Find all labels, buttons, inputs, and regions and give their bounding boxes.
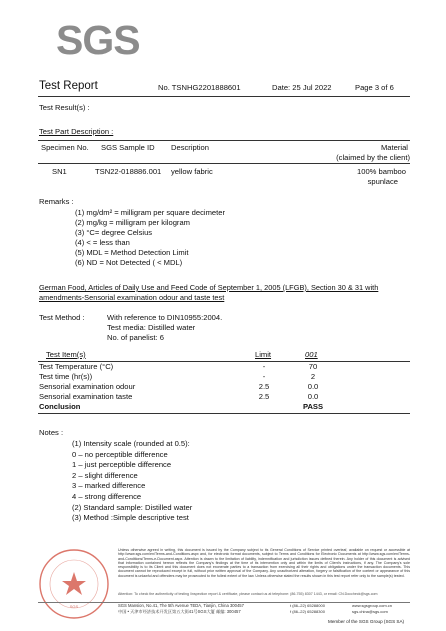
conclusion-label: Conclusion bbox=[39, 402, 81, 411]
remark-item: (2) mg/kg = milligram per kilogram bbox=[75, 218, 190, 227]
remark-item: (4) < = less than bbox=[75, 238, 130, 247]
header-rule bbox=[38, 96, 410, 97]
note-item: (3) Method :Simple descriptive test bbox=[72, 513, 189, 523]
col-sample-id: SGS Sample ID bbox=[101, 143, 155, 152]
sgs-logo: SGS bbox=[56, 17, 140, 63]
method-line: Test media: Distilled water bbox=[107, 323, 196, 332]
report-date: Date: 25 Jul 2022 bbox=[272, 83, 332, 92]
table-row bbox=[39, 392, 411, 402]
parts-table-top-rule bbox=[38, 140, 410, 141]
description-value: yellow fabric bbox=[171, 167, 213, 176]
page-number: Page 3 of 6 bbox=[355, 83, 394, 92]
row-item: Test time (hr(s)) bbox=[39, 372, 93, 381]
footer-fax: f (86–22) 65288300 bbox=[290, 609, 325, 614]
conclusion-value: PASS bbox=[302, 402, 324, 411]
method-line: With reference to DIN10955:2004. bbox=[107, 313, 223, 322]
method-line: No. of panelist: 6 bbox=[107, 333, 164, 342]
section-title-line1: German Food, Articles of Daily Use and Feed Code of September 1, 2005 (LFGB), Section 30 & 31 with bbox=[39, 283, 379, 292]
footer-member: Member of the SGS Group (SGS SA) bbox=[328, 619, 405, 624]
table-row bbox=[39, 372, 411, 382]
notes-label: Notes : bbox=[39, 428, 64, 437]
report-number: No. TSNHG2201888601 bbox=[158, 83, 241, 92]
conclusion-row bbox=[39, 402, 411, 412]
row-limit: 2.5 bbox=[258, 382, 270, 391]
svg-text:SGS: SGS bbox=[69, 604, 79, 609]
row-result: 70 bbox=[308, 362, 318, 371]
col-description: Description bbox=[171, 143, 209, 152]
footer-phone: t (86–22) 65288000 bbox=[290, 603, 325, 608]
remark-item: (3) °C= degree Celsius bbox=[75, 228, 153, 237]
note-item: 0 – no perceptible difference bbox=[72, 449, 168, 459]
table-row bbox=[39, 362, 411, 372]
method-lines bbox=[107, 313, 222, 343]
row-result: 0.0 bbox=[307, 392, 319, 401]
sample-id-value: TSN22-018886.001 bbox=[95, 167, 162, 176]
table-row bbox=[39, 382, 411, 392]
row-item: Test Temperature (°C) bbox=[39, 362, 114, 371]
remarks-list bbox=[75, 208, 225, 268]
footer-web[interactable]: www.sgsgroup.com.cn bbox=[352, 603, 393, 608]
note-item: 1 – just perceptible difference bbox=[72, 460, 172, 470]
method-label: Test Method : bbox=[39, 313, 85, 322]
footer-address-en: SGS Mansion, No.41, The 5th Avenue TEDA, Tianjin, China 300457 bbox=[118, 603, 244, 608]
remark-item: (6) ND = Not Detected ( < MDL) bbox=[75, 258, 183, 267]
col-material-claimed: (claimed by the client) bbox=[336, 153, 410, 162]
remarks-label: Remarks : bbox=[39, 197, 74, 206]
row-item: Sensorial examination odour bbox=[39, 382, 136, 391]
test-results-label: Test Result(s) : bbox=[39, 103, 90, 112]
results-rows bbox=[39, 362, 411, 412]
note-item: 4 – strong difference bbox=[72, 491, 142, 501]
row-result: 0.0 bbox=[307, 382, 319, 391]
results-col-limit: Limit bbox=[255, 350, 272, 359]
note-item: 2 – slight difference bbox=[72, 470, 138, 480]
notes-list bbox=[72, 439, 192, 524]
remark-item: (1) mg/dm² = milligram per square decimeter bbox=[75, 208, 226, 217]
col-specimen-no: Specimen No. bbox=[41, 143, 89, 152]
results-col-001: 001 bbox=[305, 350, 318, 359]
row-limit: 2.5 bbox=[258, 392, 270, 401]
footer-disclaimer: Unless otherwise agreed in writing, this document is issued by the Company subject to its General Conditions of Service printed overleaf, available on request or accessible at http://www.sgs.com/en/Terms-and-Conditions.aspx and, for electronic format documents, subject to Terms and Conditions for Electronic Documents at http://www.sgs.com/en/Terms-and-Conditions/Terms-e-Document.aspx. Attention is drawn to the limitation of liability, indemnification and jurisdiction issues defined therein. Any holder of this document is advised that information contained hereon reflects the Company's findings at the time of its intervention only and within the limits of Client's instructions, if any. The Company's sole responsibility is to its Client and this document does not exonerate parties to a transaction from exercising all their rights and obligations under the transaction documents. This document cannot be reproduced except in full, without prior written approval of the Company. Any unauthorized alteration, forgery or falsification of the content or appearance of this document is unlawful and offenders may be prosecuted to the fullest extent of the law. Unless otherwise stated the results shown in this test report refer only to the sample(s) tested. bbox=[118, 548, 410, 578]
parts-table-header-rule bbox=[38, 163, 410, 164]
footer-attention: Attention: To check the authenticity of testing /inspection report & certificate, please contact us at telephone: (86-755) 8307 1443, or email: CN.Doccheck@sgs.com bbox=[118, 592, 378, 596]
material-value-2: spunlace bbox=[367, 177, 398, 186]
report-title: Test Report bbox=[39, 80, 98, 92]
note-item: 3 – marked difference bbox=[72, 481, 146, 491]
remark-item: (5) MDL = Method Detection Limit bbox=[75, 248, 189, 257]
part-description-label: Test Part Description : bbox=[39, 127, 114, 136]
material-value-1: 100% bamboo bbox=[357, 167, 406, 176]
row-item: Sensorial examination taste bbox=[39, 392, 133, 401]
results-bottom-rule bbox=[38, 413, 410, 414]
row-result: 2 bbox=[310, 372, 316, 381]
company-seal bbox=[38, 548, 110, 620]
footer-address-cn: 中国 • 天津市经济技术开发区第五大街41号SGS大厦 邮编: 300457 bbox=[118, 609, 241, 614]
note-item: (2) Standard sample: Distilled water bbox=[72, 502, 193, 512]
specimen-value: SN1 bbox=[52, 167, 67, 176]
results-col-item: Test Item(s) bbox=[46, 350, 86, 359]
row-limit: - bbox=[262, 372, 266, 381]
col-material: Material bbox=[380, 143, 408, 152]
row-limit: - bbox=[262, 362, 266, 371]
note-item: (1) Intensity scale (rounded at 0.5): bbox=[72, 439, 190, 448]
footer-email[interactable]: sgs.china@sgs.com bbox=[352, 609, 388, 614]
section-title-line2: amendments-Sensorial examination odour and taste test bbox=[39, 293, 225, 302]
